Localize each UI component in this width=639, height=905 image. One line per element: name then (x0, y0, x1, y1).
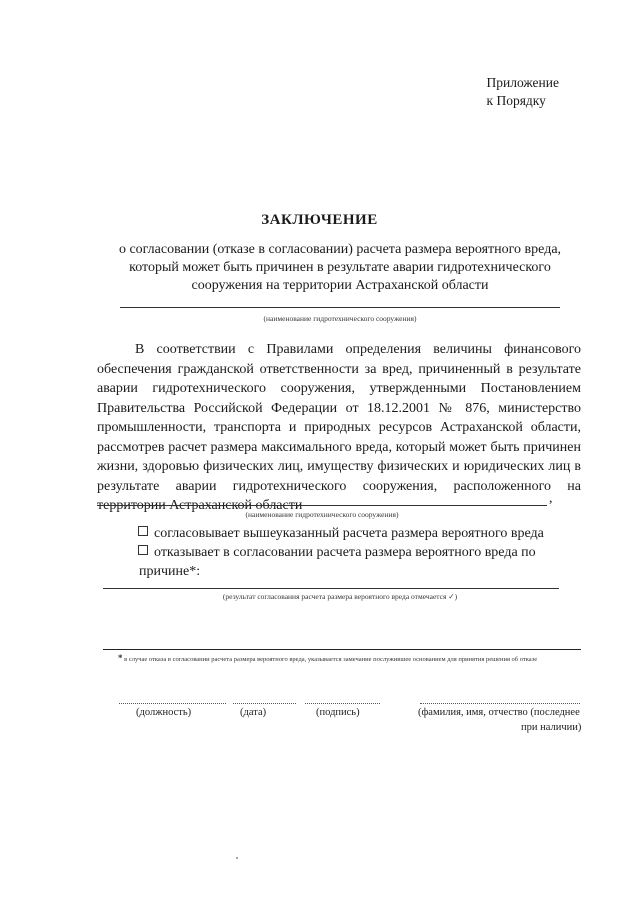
option-agree-label: согласовывает вышеуказанный расчета размера вероятного вреда (154, 526, 544, 541)
footnote (118, 653, 537, 663)
line-end-mark: , (549, 491, 553, 506)
appendix-line-1: Приложение (486, 75, 559, 90)
option-refuse-label-2: причине*: (139, 564, 201, 579)
option-refuse-label-1: отказывает в согласовании расчета размера вероятного вреда по (154, 545, 536, 560)
position-line (119, 703, 226, 704)
gts-name-line (120, 307, 560, 308)
checkbox-refuse[interactable] (138, 545, 148, 555)
main-paragraph: В соответствии с Правилами определения величины финансового обеспечения гражданской ответственности за вред, причиненный в результате аварии гидротехнического сооружения, утвержденными Постановлением Правительства Российской Федерации от 18.12.2001 № 876, министерство промышленности, транспорта и природных ресурсов Астраханской области, рассмотрев расчет размера максимального вреда, который может быть причинен жизни, здоровью физических лиц, имуществу физических и юридических лиц в результате аварии гидротехнического сооружения, расположенного на территории Астраханской области (97, 342, 581, 513)
footnote-text: в случае отказа в согласовании расчета размера вероятного вреда, указывается замечание послужившее основанием для принятия решения об отказе (124, 656, 538, 663)
reason-line (103, 588, 559, 589)
signature-sign-caption: (подпись) (316, 707, 360, 718)
signature-line (305, 703, 380, 704)
reason-line-2 (103, 649, 581, 650)
footnote-mark: * (118, 653, 123, 663)
gts-name-caption-2: (наименование гидротехнического сооружения) (245, 510, 399, 519)
document-title: ЗАКЛЮЧЕНИЕ (261, 212, 378, 228)
appendix-line-2: к Порядку (486, 93, 546, 108)
result-caption: (результат согласования расчета размера вероятного вреда отмечается ✓) (222, 592, 458, 601)
date-line (233, 703, 296, 704)
subtitle-line-2: который может быть причинен в результате аварии гидротехнического (129, 260, 551, 275)
signature-date-caption: (дата) (240, 707, 267, 718)
fullname-line (420, 703, 580, 704)
gts-name-line-2 (97, 505, 547, 506)
subtitle-line-3: сооружения на территории Астраханской области (191, 278, 489, 293)
checkbox-agree[interactable] (138, 526, 148, 536)
subtitle-line-1: о согласовании (отказе в согласовании) расчета размера вероятного вреда, (118, 242, 562, 257)
speck (236, 857, 238, 859)
gts-name-caption: (наименование гидротехнического сооружения) (263, 314, 417, 323)
option-agree (138, 524, 544, 543)
signature-position-caption: (должность) (136, 707, 192, 718)
signature-name-caption-2: при наличии) (521, 722, 582, 733)
document-subtitle (100, 241, 580, 295)
option-refuse (138, 543, 582, 562)
signature-name-caption-1: (фамилия, имя, отчество (последнее (418, 707, 580, 718)
appendix-note (487, 74, 559, 110)
